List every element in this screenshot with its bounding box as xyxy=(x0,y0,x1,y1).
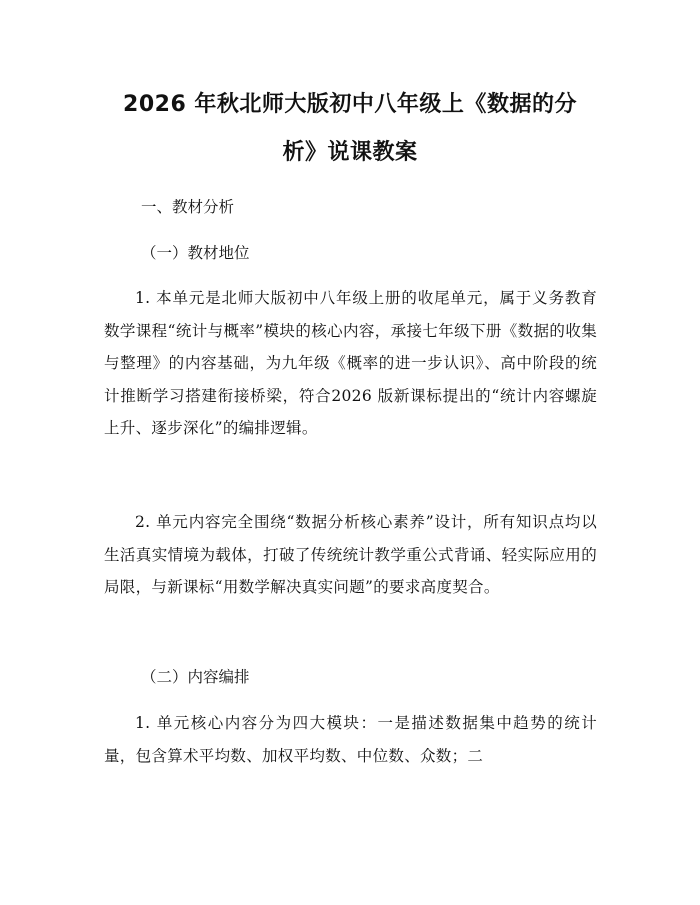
subsection-heading-content-arrangement: （二）内容编排 xyxy=(141,668,250,686)
paragraph-1: 1. 本单元是北师大版初中八年级上册的收尾单元，属于义务教育数学课程“统计与概率”模块的核心内容，承接七年级下册《数据的收集与整理》的内容基础，为九年级《概率的进一步认识》、高中阶段的统计推断学习搭建衔接桥梁，符合2026 版新课标提出的“统计内容螺旋上升、逐步深化”的编排逻辑。 xyxy=(104,289,597,437)
document-title-line-2: 析》说课教案 xyxy=(282,140,418,165)
paragraph-3: 1. 单元核心内容分为四大模块：一是描述数据集中趋势的统计量，包含算术平均数、加权平均数、中位数、众数；二 xyxy=(104,714,597,765)
subsection-heading-material-position: （一）教材地位 xyxy=(141,244,250,262)
section-heading-teaching-material-analysis: 一、教材分析 xyxy=(141,198,235,216)
document-title-line-1: 2026 年秋北师大版初中八年级上《数据的分 xyxy=(123,92,577,117)
paragraph-2: 2. 单元内容完全围绕“数据分析核心素养”设计，所有知识点均以生活真实情境为载体，打破了传统统计教学重公式背诵、轻实际应用的局限，与新课标“用数学解决真实问题”的要求高度契合。 xyxy=(104,513,597,596)
